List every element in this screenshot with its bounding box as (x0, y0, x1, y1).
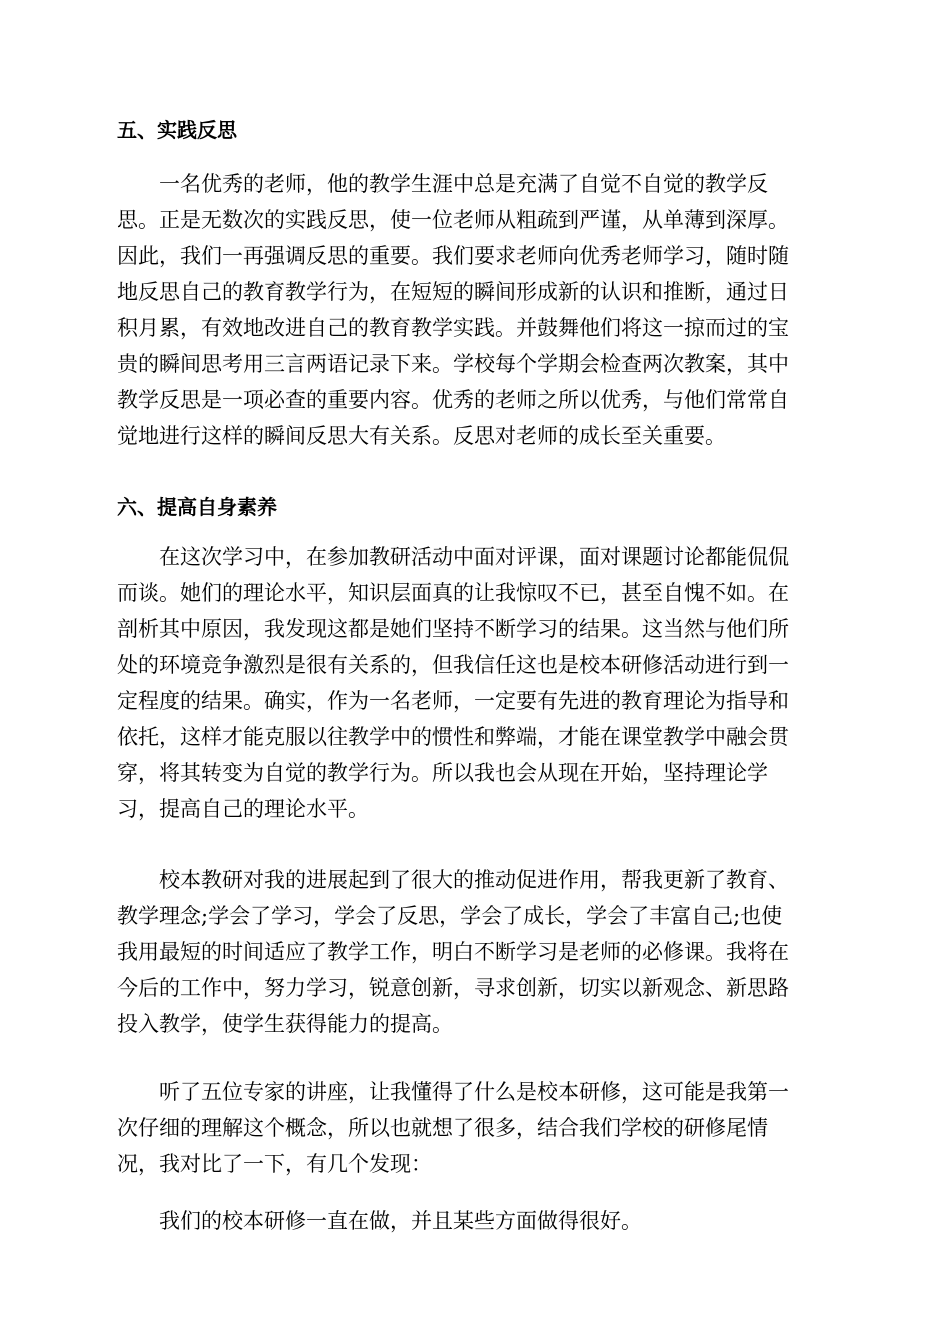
paragraph (117, 539, 837, 827)
paragraph-line: 教学反思是一项必查的重要内容。优秀的老师之所以优秀，与他们常常自 (117, 388, 789, 412)
paragraph (117, 862, 837, 1042)
paragraph-line: 而谈。她们的理论水平，知识层面真的让我惊叹不已，甚至自愧不如。在 (117, 581, 789, 605)
section-heading: 五、实践反思 (117, 118, 237, 142)
paragraph-line: 教学理念;学会了学习，学会了反思，学会了成长，学会了丰富自己;也使 (117, 904, 783, 928)
paragraph-line: 觉地进行这样的瞬间反思大有关系。反思对老师的成长至关重要。 (117, 424, 726, 448)
paragraph-line: 今后的工作中，努力学习，锐意创新，寻求创新，切实以新观念、新思路 (117, 976, 789, 1000)
paragraph-line: 我用最短的时间适应了教学工作，明白不断学习是老师的必修课。我将在 (117, 940, 789, 964)
paragraph-line: 况，我对比了一下，有几个发现： (117, 1152, 432, 1176)
paragraph-line: 因此，我们一再强调反思的重要。我们要求老师向优秀老师学习，随时随 (117, 244, 789, 268)
paragraph-line: 我们的校本研修一直在做，并且某些方面做得很好。 (159, 1209, 642, 1233)
paragraph (117, 1074, 837, 1182)
paragraph-line: 依托，这样才能克服以往教学中的惯性和弊端，才能在课堂教学中融会贯 (117, 725, 789, 749)
paragraph-line: 积月累，有效地改进自己的教育教学实践。并鼓舞他们将这一掠而过的宝 (117, 316, 789, 340)
paragraph-line: 习，提高自己的理论水平。 (117, 797, 369, 821)
paragraph-line: 地反思自己的教育教学行为，在短短的瞬间形成新的认识和推断，通过日 (117, 280, 789, 304)
paragraph-line: 投入教学，使学生获得能力的提高。 (117, 1012, 453, 1036)
paragraph (117, 1203, 837, 1239)
paragraph-line: 定程度的结果。确实，作为一名老师，一定要有先进的教育理论为指导和 (117, 689, 789, 713)
paragraph-line: 听了五位专家的讲座，让我懂得了什么是校本研修，这可能是我第一 (159, 1080, 789, 1104)
paragraph-line: 思。正是无数次的实践反思，使一位老师从粗疏到严谨，从单薄到深厚。 (117, 208, 789, 232)
paragraph-line: 处的环境竞争激烈是很有关系的，但我信任这也是校本研修活动进行到一 (117, 653, 789, 677)
paragraph-line: 次仔细的理解这个概念，所以也就想了很多，结合我们学校的研修尾情 (117, 1116, 768, 1140)
paragraph-line: 剖析其中原因，我发现这都是她们坚持不断学习的结果。这当然与他们所 (117, 617, 789, 641)
paragraph-line: 校本教研对我的进展起到了很大的推动促进作用，帮我更新了教育、 (159, 868, 789, 892)
paragraph-line: 穿，将其转变为自觉的教学行为。所以我也会从现在开始，坚持理论学 (117, 761, 768, 785)
paragraph-line: 一名优秀的老师，他的教学生涯中总是充满了自觉不自觉的教学反 (159, 172, 768, 196)
paragraph (117, 166, 837, 454)
paragraph-line: 贵的瞬间思考用三言两语记录下来。学校每个学期会检查两次教案，其中 (117, 352, 789, 376)
section-heading: 六、提高自身素养 (117, 495, 277, 519)
paragraph-line: 在这次学习中，在参加教研活动中面对评课，面对课题讨论都能侃侃 (159, 545, 789, 569)
